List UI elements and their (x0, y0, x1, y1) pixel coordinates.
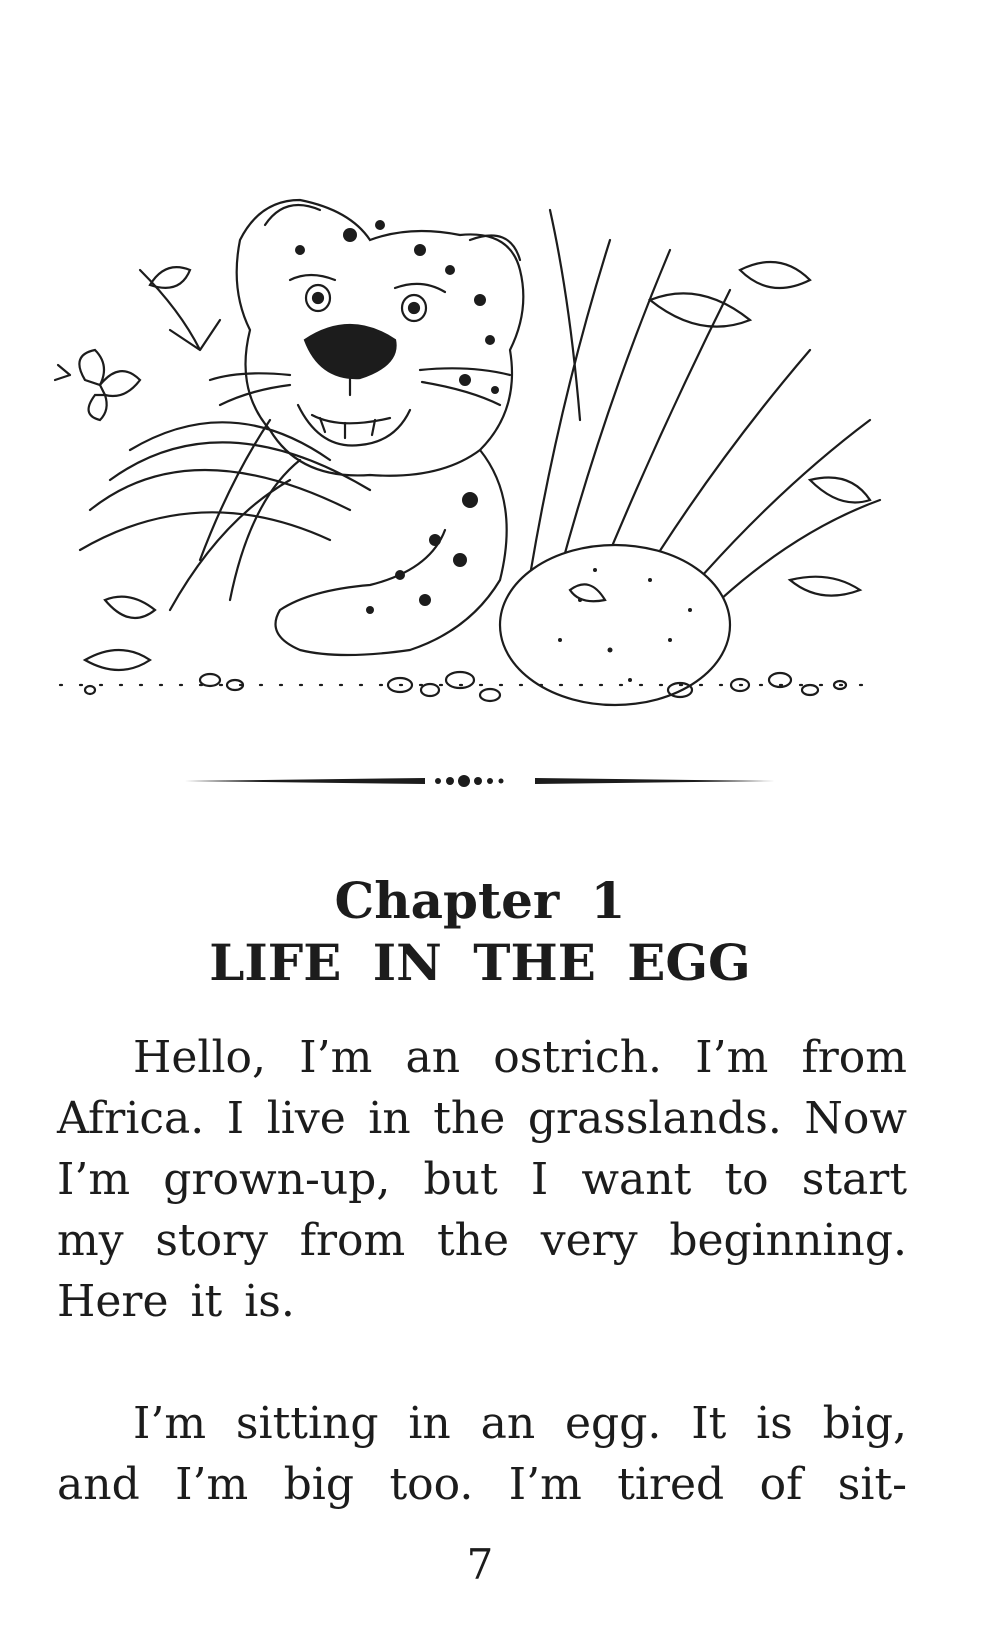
ornamental-divider (185, 770, 775, 792)
grass-left (80, 267, 370, 670)
ostrich-egg (500, 545, 730, 705)
page-number: 7 (466, 1540, 494, 1589)
pebbles (60, 672, 870, 701)
butterfly-icon (55, 350, 140, 420)
cheetah-egg-illustration (50, 180, 910, 740)
chapter-heading (0, 870, 960, 994)
chapter-title: LIFE IN THE EGG (209, 933, 751, 992)
body-paragraph: Hello, I’m an ostrich. I’m from Africa. I live in the grasslands. Now I’m grown-up, but I want to start my story from the very beginning. Here it is. (57, 1032, 907, 1327)
chapter-number: Chapter 1 (334, 871, 626, 930)
cheetah-figure (210, 200, 523, 655)
body-paragraph: I’m sitting in an egg. It is big, and I’m big too. I’m tired of sit- (57, 1398, 907, 1510)
